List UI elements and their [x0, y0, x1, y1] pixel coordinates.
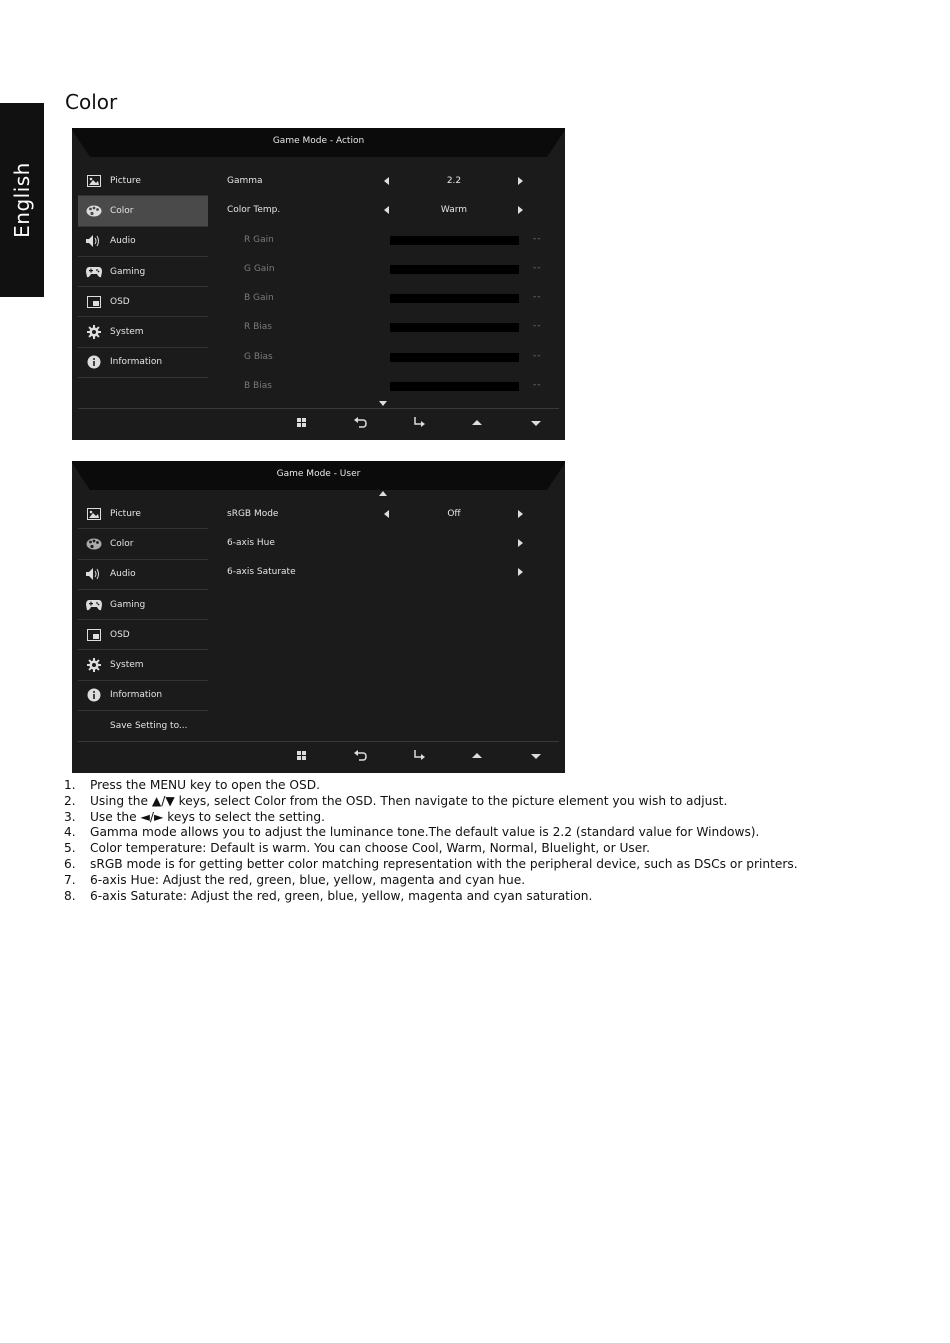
- arrow-right-icon[interactable]: [518, 539, 523, 547]
- scroll-up-icon[interactable]: [379, 491, 387, 496]
- setting-row-b-bias: [227, 381, 547, 395]
- slider-bar: [390, 382, 519, 391]
- slider-bar: [390, 353, 519, 362]
- picture-icon: [86, 507, 102, 521]
- language-label: English: [10, 162, 34, 238]
- setting-label: R Bias: [244, 322, 272, 332]
- menu-item-label: Save Setting to...: [110, 720, 188, 731]
- slider-bar: [390, 323, 519, 332]
- osd-menu: [78, 166, 208, 378]
- menu-grid-icon[interactable]: [294, 749, 310, 763]
- menu-item-label: Picture: [110, 175, 141, 186]
- menu-item-label: OSD: [110, 629, 130, 640]
- info-icon: [86, 355, 102, 369]
- setting-value: --: [533, 321, 542, 331]
- setting-value: --: [533, 351, 542, 361]
- back-icon[interactable]: [353, 749, 369, 763]
- enter-icon[interactable]: [411, 416, 427, 430]
- osd-icon: [86, 628, 102, 642]
- setting-label: sRGB Mode: [227, 509, 279, 519]
- gear-icon: [86, 325, 102, 339]
- menu-item-label: Audio: [110, 569, 136, 580]
- up-icon[interactable]: [469, 749, 485, 763]
- slider-bar: [390, 236, 519, 245]
- osd-header: [72, 128, 565, 158]
- menu-item-information[interactable]: [78, 348, 208, 378]
- setting-label: 6-axis Hue: [227, 538, 275, 548]
- arrow-right-icon[interactable]: [518, 206, 523, 214]
- setting-value: --: [533, 234, 542, 244]
- info-icon: [86, 688, 102, 702]
- osd-footer-divider: [78, 408, 559, 409]
- setting-label: Gamma: [227, 176, 263, 186]
- menu-item-label: Picture: [110, 508, 141, 519]
- menu-grid-icon[interactable]: [294, 416, 310, 430]
- menu-item-label: System: [110, 660, 144, 671]
- palette-icon: [86, 204, 102, 218]
- arrow-right-icon[interactable]: [518, 177, 523, 185]
- menu-item-system[interactable]: [78, 650, 208, 680]
- setting-row-r-gain: [227, 235, 547, 249]
- picture-icon: [86, 174, 102, 188]
- osd-screenshot-user: [72, 461, 565, 773]
- gamepad-icon: [86, 265, 102, 279]
- setting-value: --: [533, 380, 542, 390]
- menu-item-color[interactable]: [78, 529, 208, 559]
- menu-item-label: Gaming: [110, 599, 146, 610]
- setting-label: B Bias: [244, 381, 272, 391]
- osd-icon: [86, 295, 102, 309]
- osd-menu: [78, 499, 208, 740]
- menu-item-label: OSD: [110, 296, 130, 307]
- setting-row-srgb-mode[interactable]: [227, 509, 547, 523]
- menu-item-label: System: [110, 327, 144, 338]
- down-icon[interactable]: [528, 416, 544, 430]
- enter-icon[interactable]: [411, 749, 427, 763]
- setting-row-g-bias: [227, 352, 547, 366]
- up-icon[interactable]: [469, 416, 485, 430]
- gear-icon: [86, 658, 102, 672]
- menu-item-label: Gaming: [110, 266, 146, 277]
- setting-label: 6-axis Saturate: [227, 567, 296, 577]
- arrow-right-icon[interactable]: [518, 568, 523, 576]
- menu-item-system[interactable]: [78, 317, 208, 347]
- menu-item-save-setting[interactable]: [78, 711, 208, 740]
- gamepad-icon: [86, 598, 102, 612]
- osd-footer-divider: [78, 741, 559, 742]
- setting-label: B Gain: [244, 293, 274, 303]
- setting-value: 2.2: [446, 176, 462, 186]
- osd-title: Game Mode - User: [276, 469, 361, 479]
- speaker-icon: [86, 234, 102, 248]
- setting-value: --: [533, 292, 542, 302]
- menu-item-color[interactable]: [78, 196, 208, 226]
- setting-label: Color Temp.: [227, 205, 281, 215]
- setting-row-gamma[interactable]: [227, 176, 547, 190]
- menu-item-audio[interactable]: [78, 560, 208, 590]
- down-icon[interactable]: [528, 749, 544, 763]
- menu-item-information[interactable]: [78, 681, 208, 711]
- setting-value: Warm: [440, 205, 468, 215]
- setting-row-6-axis-hue[interactable]: [227, 538, 547, 552]
- osd-screenshot-action: [72, 128, 565, 440]
- arrow-right-icon[interactable]: [518, 510, 523, 518]
- palette-icon: [86, 537, 102, 551]
- menu-item-label: Information: [110, 690, 163, 701]
- setting-row-6-axis-saturate[interactable]: [227, 567, 547, 581]
- setting-label: G Bias: [244, 352, 273, 362]
- slider-bar: [390, 294, 519, 303]
- speaker-icon: [86, 567, 102, 581]
- osd-header: [72, 461, 565, 491]
- setting-row-color-temp[interactable]: [227, 205, 547, 219]
- osd-title: Game Mode - Action: [272, 136, 365, 146]
- setting-row-b-gain: [227, 293, 547, 307]
- language-side-tab: [0, 103, 44, 297]
- setting-row-r-bias: [227, 322, 547, 336]
- back-icon[interactable]: [353, 416, 369, 430]
- arrow-left-icon[interactable]: [384, 206, 389, 214]
- menu-item-picture[interactable]: [78, 499, 208, 529]
- setting-value: Off: [447, 509, 461, 519]
- menu-item-label: Color: [110, 205, 134, 216]
- setting-value: --: [533, 263, 542, 273]
- menu-item-label: Information: [110, 357, 163, 368]
- menu-item-gaming[interactable]: [78, 590, 208, 620]
- slider-bar: [390, 265, 519, 274]
- menu-item-gaming[interactable]: [78, 257, 208, 287]
- section-title: Color: [65, 90, 118, 114]
- menu-item-label: Color: [110, 538, 134, 549]
- arrow-left-icon[interactable]: [384, 177, 389, 185]
- menu-item-picture[interactable]: [78, 166, 208, 196]
- arrow-left-icon[interactable]: [384, 510, 389, 518]
- menu-item-osd[interactable]: [78, 287, 208, 317]
- setting-row-g-gain: [227, 264, 547, 278]
- menu-item-osd[interactable]: [78, 620, 208, 650]
- setting-label: R Gain: [244, 235, 274, 245]
- scroll-down-icon[interactable]: [379, 401, 387, 406]
- menu-item-audio[interactable]: [78, 227, 208, 257]
- setting-label: G Gain: [244, 264, 275, 274]
- menu-item-label: Audio: [110, 236, 136, 247]
